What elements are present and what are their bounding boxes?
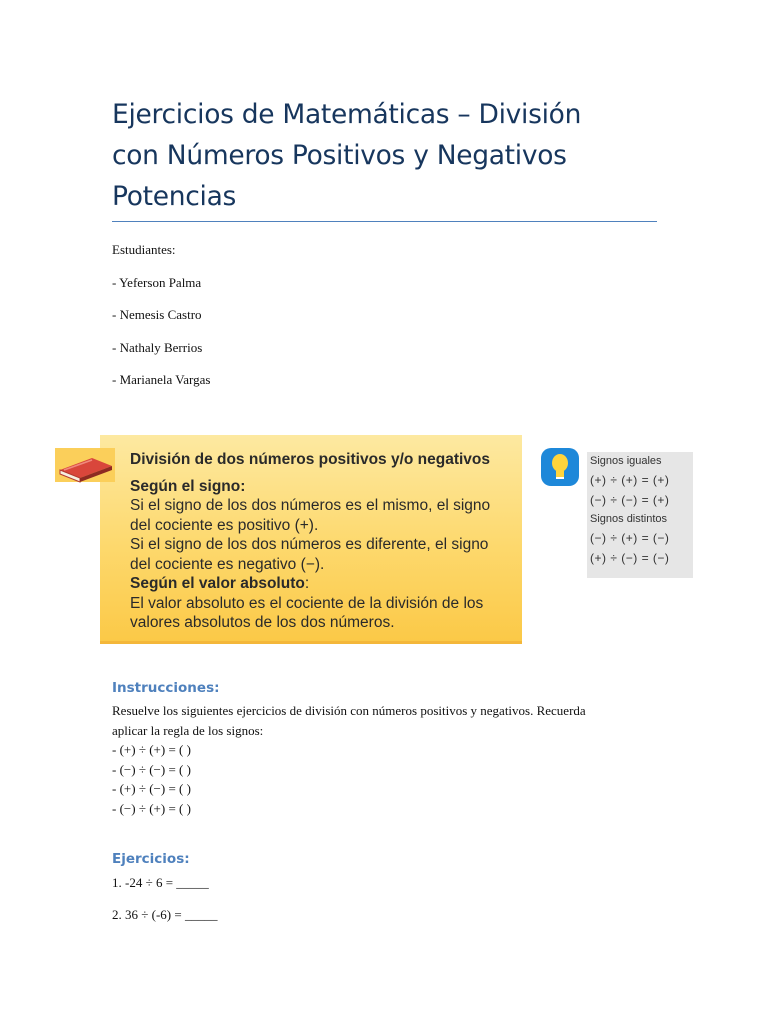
sign-rules-panel	[587, 452, 693, 578]
equal-sign-rule: (−) ÷ (−) = (+)	[590, 493, 670, 507]
instructions-heading: Instrucciones:	[112, 680, 220, 696]
abs-line: El valor absoluto es el cociente de la división de los	[130, 594, 484, 612]
banner-text	[130, 450, 520, 633]
by-sign-line: del cociente es negativo (−).	[130, 555, 325, 573]
student-name: - Nemesis Castro	[112, 307, 202, 322]
distinct-signs-heading: Signos distintos	[590, 513, 668, 525]
sign-rule-blank: - (+) ÷ (+) = ( )	[112, 742, 191, 757]
equal-sign-rule: (+) ÷ (+) = (+)	[590, 473, 670, 487]
exercise-item: 1. -24 ÷ 6 = _____	[112, 875, 209, 890]
abs-colon: :	[304, 575, 310, 592]
instructions-text: aplicar la regla de los signos:	[112, 722, 264, 738]
abs-heading-row	[130, 574, 520, 594]
by-sign-line: Si el signo de los dos números es diferente, el signo	[130, 536, 489, 553]
abs-heading: Según el valor absoluto	[130, 575, 305, 592]
lightbulb-icon	[541, 448, 579, 486]
sign-rule-blank: - (−) ÷ (+) = ( )	[112, 800, 191, 816]
banner-title: División de dos números positivos y/o negativos	[130, 451, 491, 468]
by-sign-heading: Según el signo:	[130, 477, 246, 495]
abs-line: valores absolutos de los dos números.	[130, 614, 395, 631]
book-icon	[56, 450, 116, 484]
sign-rule-blank: - (−) ÷ (−) = ( )	[112, 761, 191, 777]
title-line-1: Ejercicios de Matemáticas – División	[112, 99, 582, 130]
title-divider	[112, 221, 657, 222]
student-name: - Nathaly Berrios	[112, 339, 203, 355]
student-name: - Yeferson Palma	[112, 274, 202, 290]
title-line-2: con Números Positivos y Negativos	[112, 140, 567, 171]
by-sign-line: del cociente es positivo (+).	[130, 516, 319, 534]
exercise-item: 2. 36 ÷ (-6) = _____	[112, 907, 218, 922]
sign-rule-blank: - (+) ÷ (−) = ( )	[112, 781, 191, 796]
students-list	[112, 240, 210, 403]
exercises-heading: Ejercicios:	[112, 851, 190, 867]
students-label: Estudiantes:	[112, 242, 176, 257]
by-sign-line: Si el signo de los dos números es el mismo, el signo	[130, 497, 491, 514]
page-title	[112, 94, 672, 217]
distinct-sign-rule: (+) ÷ (−) = (−)	[590, 551, 670, 565]
title-line-3: Potencias	[112, 181, 237, 212]
distinct-sign-rule: (−) ÷ (+) = (−)	[590, 531, 670, 545]
instructions-text: Resuelve los siguientes ejercicios de división con números positivos y negativos. Recuerda	[112, 703, 586, 718]
instructions-body	[112, 701, 672, 818]
equal-signs-heading: Signos iguales	[590, 455, 662, 467]
student-name: - Marianela Vargas	[112, 372, 211, 387]
